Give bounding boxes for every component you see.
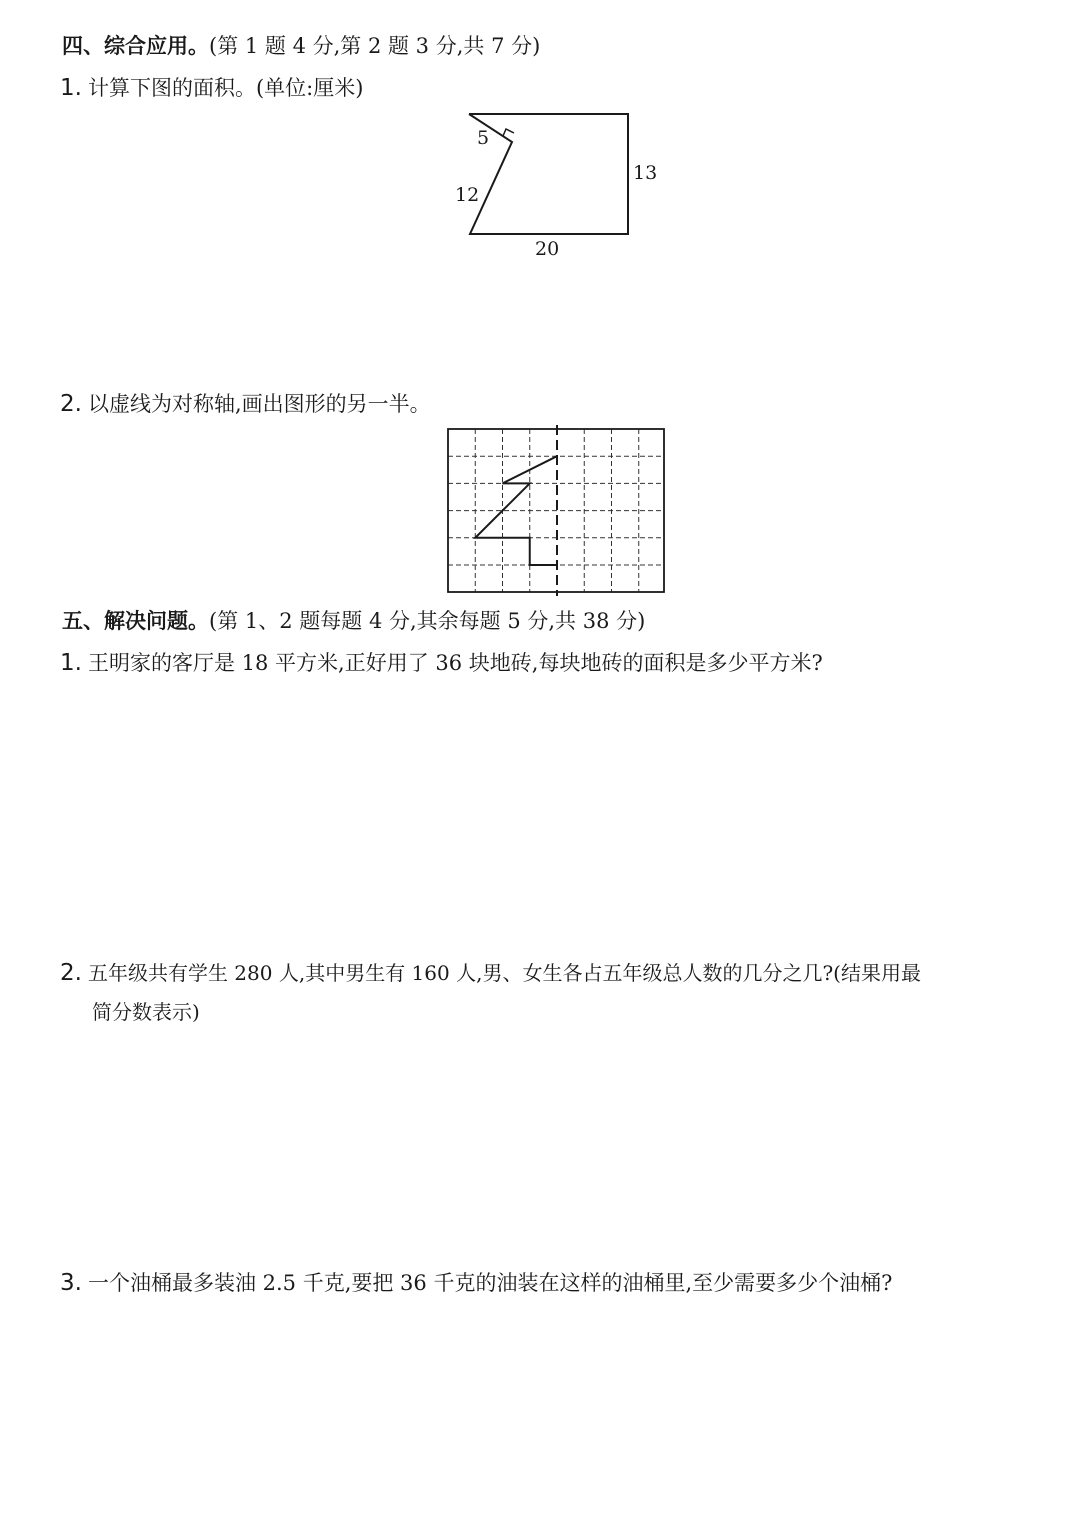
question-text-line-1: 五年级共有学生 280 人,其中男生有 160 人,男、女生各占五年级总人数的几分之几?(结果用最 <box>87 961 921 985</box>
area-figure <box>445 105 685 265</box>
label-13: 13 <box>633 162 658 184</box>
question-text: 计算下图的面积。(单位:厘米) <box>87 76 364 100</box>
question-number: 3. <box>60 1270 82 1296</box>
section-5-question-2-continued <box>92 998 200 1026</box>
section-4-question-2 <box>60 390 431 418</box>
symmetry-grid <box>444 425 668 597</box>
question-number: 2. <box>60 960 82 986</box>
label-12: 12 <box>455 184 480 206</box>
section-5-heading <box>62 607 645 635</box>
question-number: 2. <box>60 391 82 417</box>
right-angle-mark <box>503 129 514 136</box>
section-5-score-note: (第 1、2 题每题 4 分,其余每题 5 分,共 38 分) <box>209 609 646 633</box>
section-5-question-1 <box>60 649 823 677</box>
question-number: 1. <box>60 75 82 101</box>
section-4-score-note: (第 1 题 4 分,第 2 题 3 分,共 7 分) <box>209 34 541 58</box>
question-number: 1. <box>60 650 82 676</box>
section-5-question-3 <box>60 1269 892 1297</box>
figure-outline <box>469 114 628 234</box>
section-5-title: 五、解决问题。 <box>62 609 209 633</box>
section-4-heading <box>62 32 540 60</box>
section-4-question-1 <box>60 74 363 102</box>
question-text: 一个油桶最多装油 2.5 千克,要把 36 千克的油装在这样的油桶里,至少需要多少个油桶? <box>87 1271 893 1295</box>
section-4-title: 四、综合应用。 <box>62 34 209 58</box>
label-5: 5 <box>477 127 490 149</box>
question-text: 王明家的客厅是 18 平方米,正好用了 36 块地砖,每块地砖的面积是多少平方米? <box>87 651 823 675</box>
question-text: 以虚线为对称轴,画出图形的另一半。 <box>87 392 431 416</box>
question-text-line-2: 简分数表示) <box>92 1000 200 1024</box>
label-20: 20 <box>535 238 560 260</box>
section-5-question-2 <box>60 959 921 987</box>
